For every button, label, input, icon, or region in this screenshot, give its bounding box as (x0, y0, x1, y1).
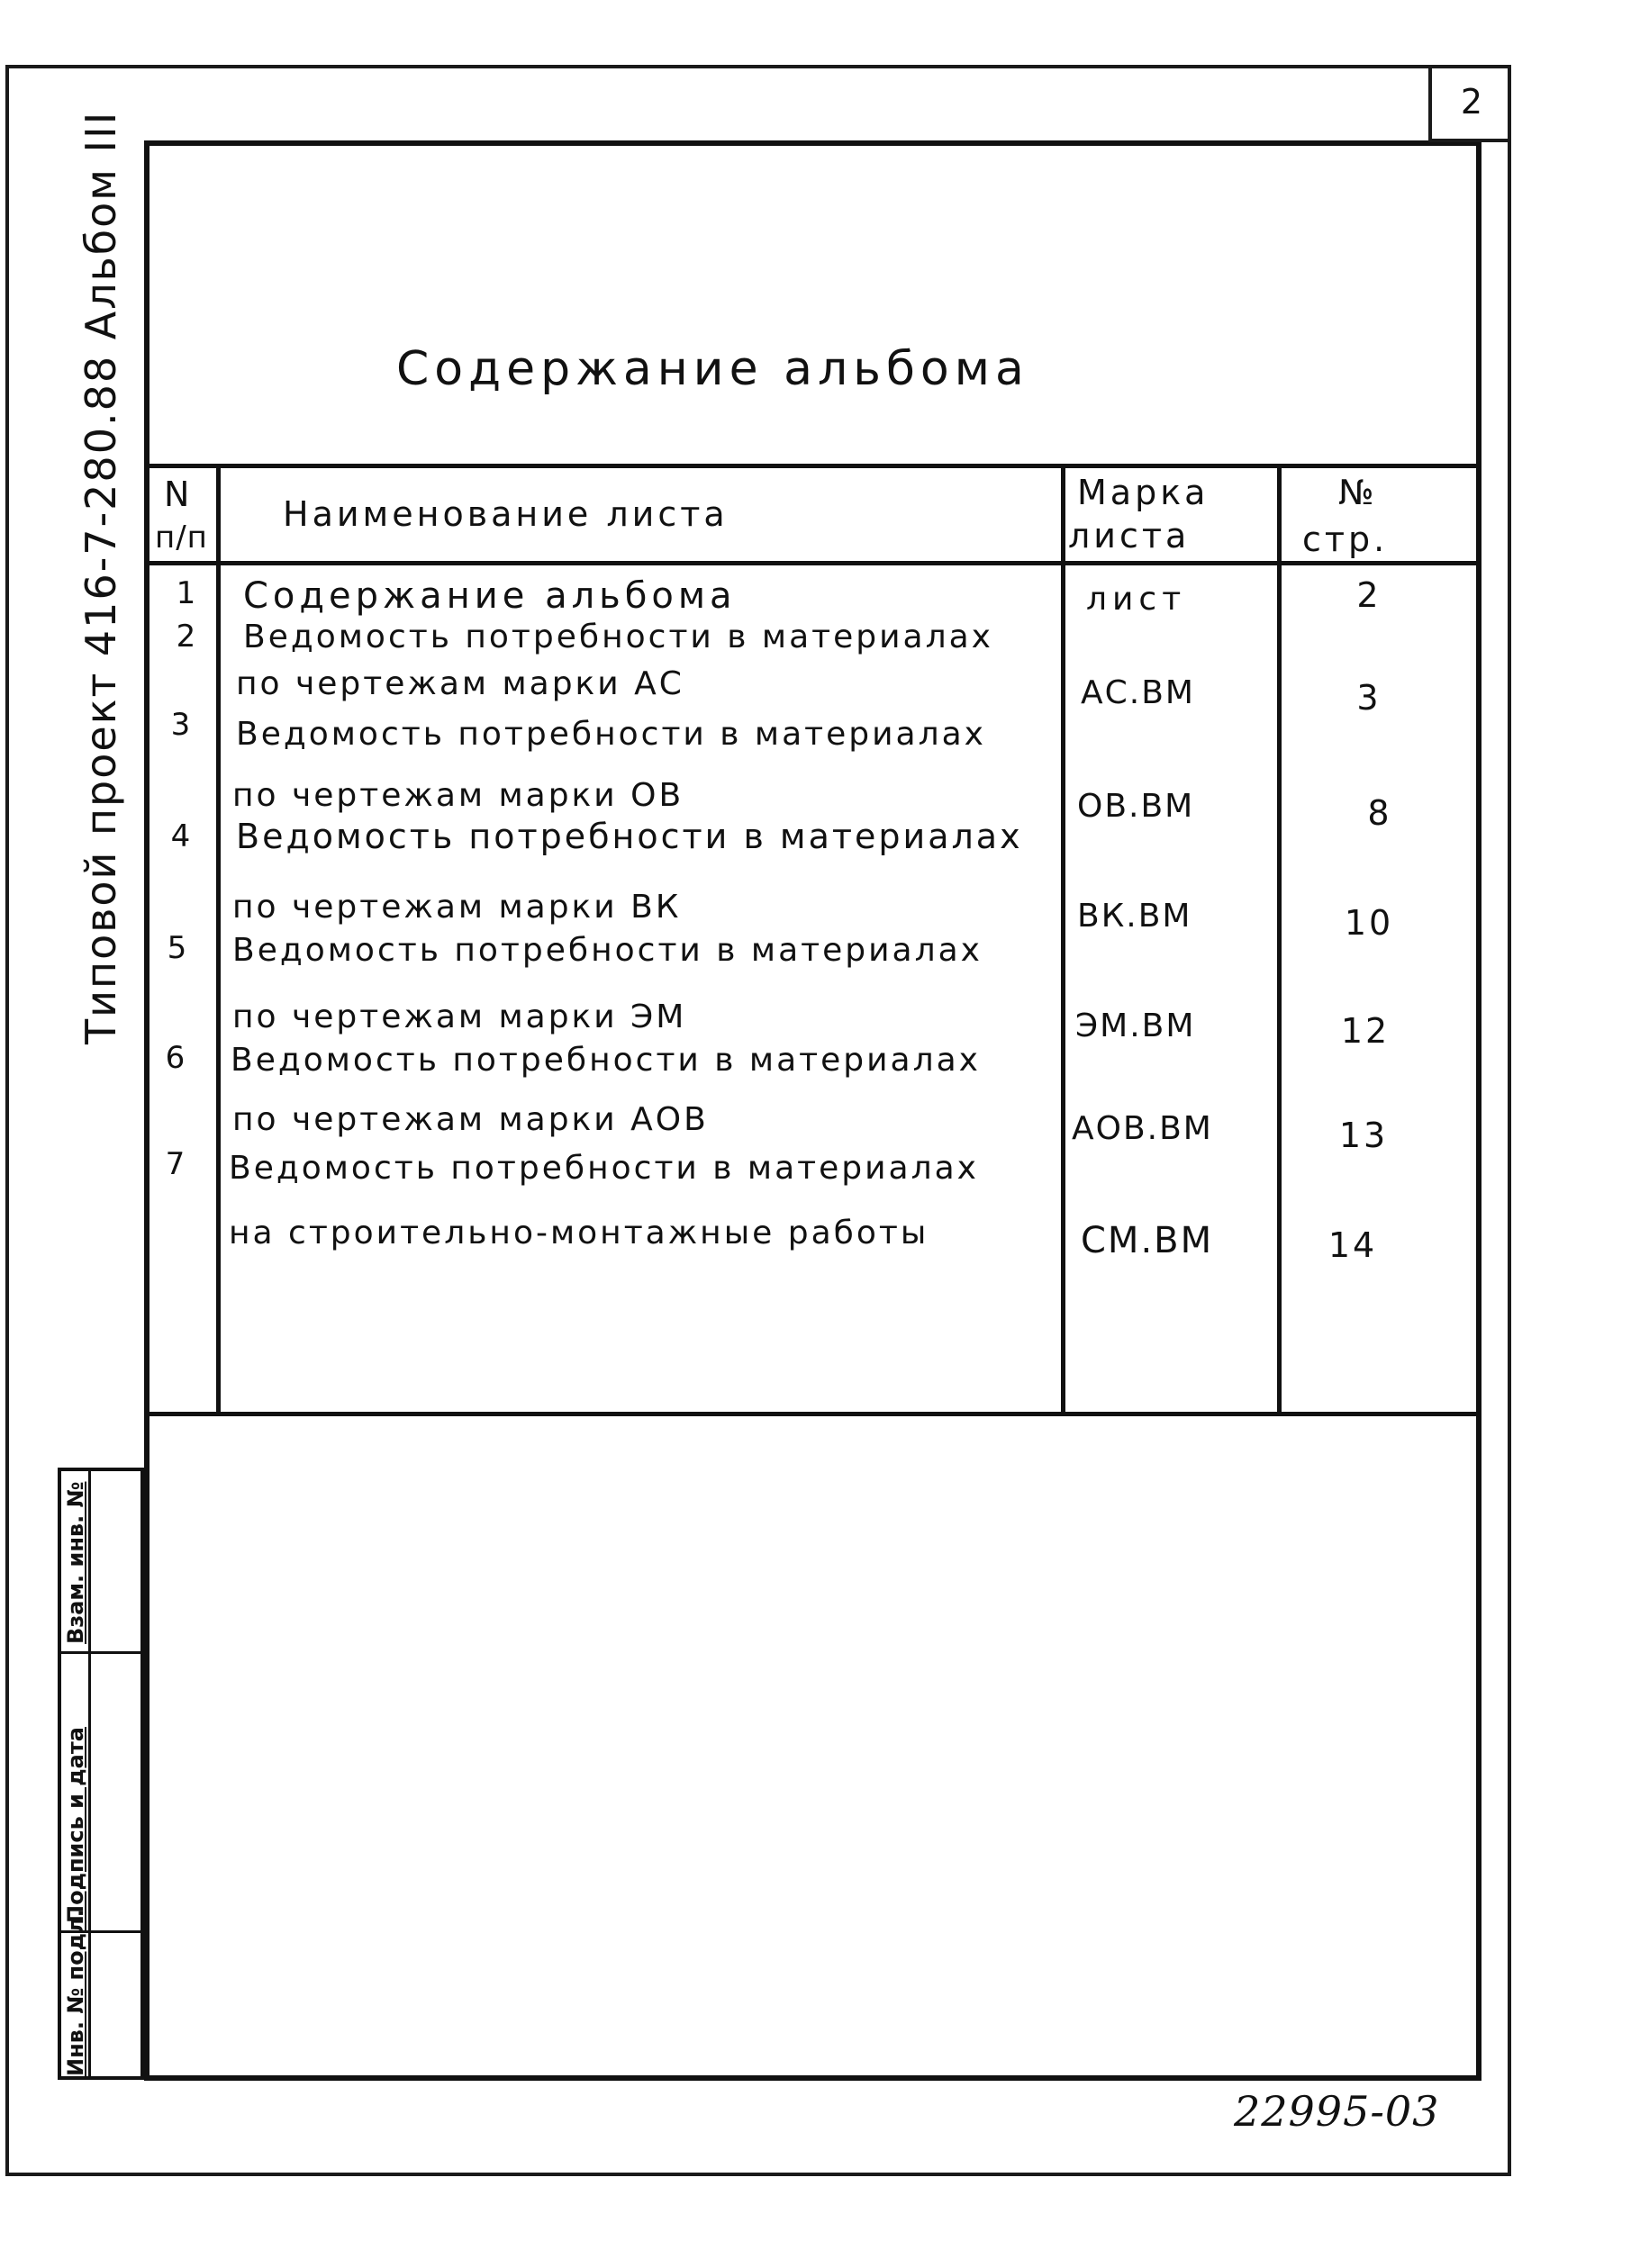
row-2-name-line1: Ведомость потребности в материалах (243, 619, 993, 655)
table-col-divider-mark (1277, 464, 1282, 1416)
row-6-name-line1: Ведомость потребности в материалах (231, 1042, 981, 1079)
row-2-mark: АС.ВМ (1081, 674, 1195, 711)
row-4-mark: ВК.ВМ (1077, 898, 1192, 935)
approval-stamp (58, 1468, 144, 2080)
stamp-divider-1 (61, 1651, 140, 1654)
header-mark-line2: листа (1068, 516, 1191, 556)
row-7-name-line1: Ведомость потребности в материалах (229, 1150, 979, 1187)
table-col-divider-name (1061, 464, 1065, 1416)
header-num-line1: N (164, 474, 194, 514)
row-2-page: 3 (1356, 678, 1382, 718)
row-6-num: 6 (165, 1040, 188, 1076)
header-mark-line1: Марка (1077, 473, 1210, 512)
row-3-name-line1: Ведомость потребности в материалах (236, 716, 986, 753)
row-7-mark: СМ.ВМ (1081, 1220, 1214, 1261)
row-5-name-line2: по чертежам марки ЭМ (232, 998, 687, 1035)
header-page-line1: № (1338, 473, 1378, 512)
row-4-name-line2: по чертежам марки ВК (232, 889, 682, 926)
row-6-page: 13 (1338, 1116, 1389, 1155)
stamp-inv-podl: Инв. № подл. (63, 1909, 88, 2076)
row-4-page: 10 (1344, 903, 1394, 943)
row-6-mark: АОВ.ВМ (1072, 1110, 1213, 1147)
row-7-name-line2: на строительно-монтажные работы (229, 1215, 929, 1251)
page-number: 2 (1428, 65, 1511, 142)
row-5-name-line1: Ведомость потребности в материалах (232, 932, 983, 969)
header-name: Наименование листа (283, 494, 729, 534)
row-5-page: 12 (1340, 1011, 1391, 1051)
row-5-num: 5 (167, 930, 190, 966)
document-number: 22995-03 (1234, 2087, 1440, 2136)
stamp-podpis-data: Подпись и дата (63, 1727, 88, 1923)
row-3-num: 3 (170, 707, 194, 743)
row-1-page: 2 (1356, 575, 1382, 615)
row-2-name-line2: по чертежам марки АС (236, 665, 684, 702)
row-6-name-line2: по чертежам марки АОВ (232, 1101, 709, 1138)
row-4-name-line1: Ведомость потребности в материалах (236, 817, 1023, 856)
table-col-divider-num (216, 464, 221, 1416)
row-3-page: 8 (1367, 793, 1392, 833)
row-5-mark: ЭМ.ВМ (1075, 1007, 1196, 1044)
document-title: Содержание альбома (396, 342, 1029, 396)
row-7-page: 14 (1327, 1225, 1378, 1265)
row-1-name: Содержание альбома (243, 575, 737, 617)
row-2-num: 2 (176, 619, 199, 655)
row-3-mark: ОВ.ВМ (1077, 788, 1195, 825)
side-title: Типовой проект 416-7-280.88 Альбом III (77, 110, 125, 1044)
row-1-mark: лист (1086, 581, 1187, 618)
row-7-num: 7 (165, 1146, 188, 1182)
header-page-line2: стр. (1302, 520, 1389, 559)
row-1-num: 1 (176, 575, 199, 611)
header-num-line2: п/п (155, 520, 208, 556)
row-3-name-line2: по чертежам марки ОВ (232, 777, 684, 814)
row-4-num: 4 (170, 818, 194, 854)
stamp-vzam-inv: Взам. инв. № (63, 1481, 88, 1644)
